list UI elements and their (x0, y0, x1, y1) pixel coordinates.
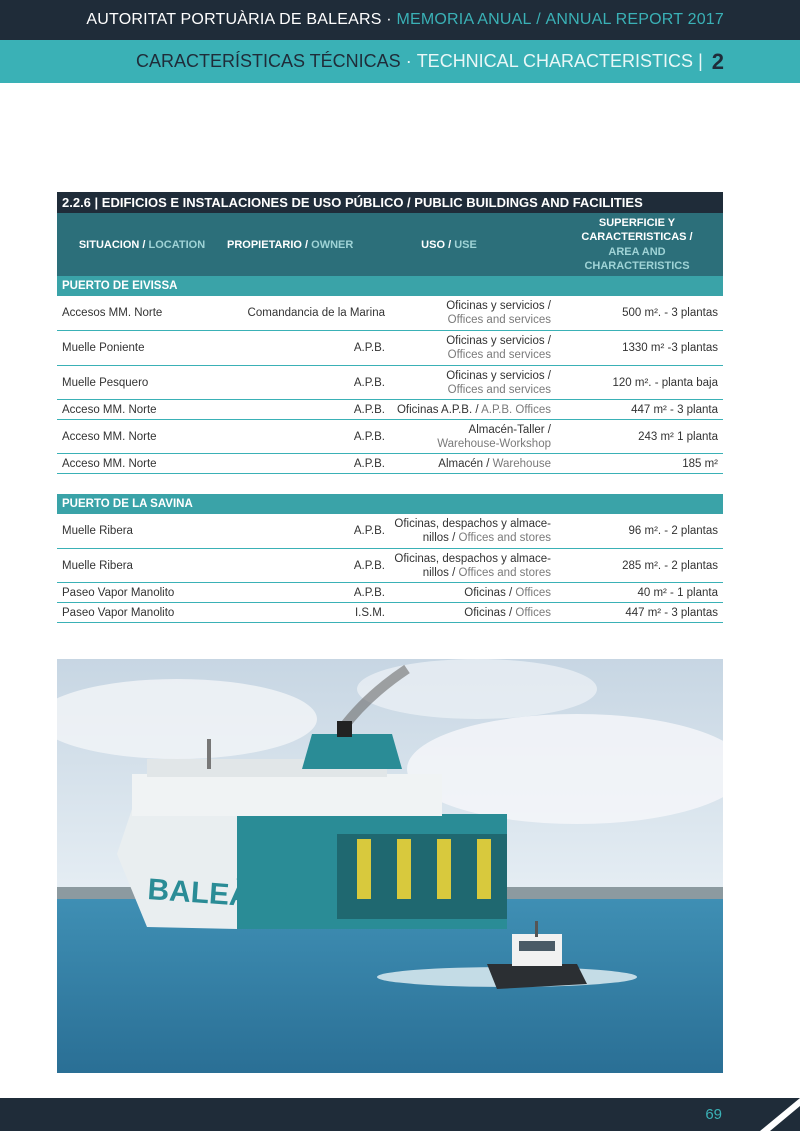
cell-area: 285 m². - 2 plantas (622, 559, 718, 572)
cell-use: Oficinas A.P.B. / A.P.B. Offices (396, 403, 551, 416)
section-sep: · (400, 51, 417, 71)
cell-area: 447 m² - 3 planta (631, 403, 718, 416)
table-row (57, 420, 723, 454)
ferry-photo (57, 659, 723, 1073)
table-row (57, 331, 723, 366)
section-bar: | (693, 51, 708, 71)
cell-use: Oficinas, despachos y almace- nillos / Offices and stores (394, 518, 551, 544)
facilities-table-savina (57, 494, 723, 623)
section-title-en: TECHNICAL CHARACTERISTICS (416, 51, 694, 71)
corner-stripe (740, 1098, 800, 1131)
column-header-location: SITUACION / LOCATION (78, 238, 206, 251)
cell-owner: A.P.B. (353, 403, 385, 416)
cell-owner: A.P.B. (353, 586, 385, 599)
table-title: 2.2.6 | EDIFICIOS E INSTALACIONES DE USO PÚBLICO / PUBLIC BUILDINGS AND FACILITIES (57, 192, 723, 213)
table-row (57, 514, 723, 549)
header-memoria: MEMORIA ANUAL (396, 11, 532, 28)
cell-location: Muelle Ribera (62, 525, 133, 537)
cell-location: Paseo Vapor Manolito (62, 606, 175, 619)
cell-location: Accesos MM. Norte (62, 307, 163, 319)
section-title-es: CARACTERÍSTICAS TÉCNICAS (135, 51, 401, 71)
cell-owner: A.P.B. (353, 457, 385, 470)
section-number: 2 (711, 48, 724, 74)
header-annual: ANNUAL REPORT 2017 (545, 11, 724, 28)
cell-area: 500 m². - 3 plantas (622, 307, 718, 319)
report-header (0, 0, 800, 40)
table-row (57, 549, 723, 583)
facilities-table (57, 192, 723, 474)
cell-location: Acceso MM. Norte (62, 457, 157, 470)
footer-bar (0, 1098, 800, 1131)
header-org: AUTORITAT PORTUÀRIA DE BALEARS (86, 11, 382, 28)
table-row (57, 454, 723, 474)
ship-name: BALEÀRIA (146, 873, 304, 917)
cell-owner: A.P.B. (353, 525, 385, 537)
table-row (57, 366, 723, 400)
cell-area: 447 m² - 3 plantas (625, 606, 718, 619)
table-row (57, 296, 723, 331)
cell-area: 120 m². - planta baja (612, 376, 718, 389)
cell-area: 243 m² 1 planta (638, 430, 718, 443)
cell-use: Almacén-Taller / Warehouse-Workshop (437, 423, 551, 450)
cell-use: Oficinas y servicios / Offices and services (446, 335, 551, 361)
cell-owner: A.P.B. (353, 559, 385, 572)
column-header-area: SUPERFICIE Y CARACTERISTICAS / AREA AND CHARACTERISTICS (581, 216, 693, 272)
cell-use: Oficinas / Offices (464, 606, 551, 619)
ferry-illustration (57, 659, 723, 1073)
cell-area: 40 m² - 1 planta (637, 586, 718, 599)
column-header-owner: PROPIETARIO / OWNER (227, 238, 354, 251)
header-slash: / (531, 11, 546, 28)
table-row (57, 400, 723, 420)
cell-owner: I.S.M. (354, 606, 385, 619)
cell-location: Paseo Vapor Manolito (62, 586, 175, 599)
group-header-savina: PUERTO DE LA SAVINA (57, 494, 723, 514)
cell-use: Almacén / Warehouse (438, 457, 551, 470)
cell-owner: Comandancia de la Marina (247, 307, 385, 319)
cell-area: 96 m². - 2 plantas (628, 525, 718, 537)
section-header (0, 40, 800, 83)
cell-owner: A.P.B. (353, 430, 385, 443)
cell-location: Acceso MM. Norte (62, 403, 157, 416)
cell-use: Oficinas / Offices (464, 586, 551, 599)
cell-use: Oficinas, despachos y almace- nillos / Offices and stores (394, 552, 551, 579)
table-row (57, 583, 723, 603)
page-number: 69 (705, 1106, 722, 1123)
cell-use: Oficinas y servicios / Offices and services (446, 300, 551, 326)
column-header-use: USO / USE (421, 238, 477, 251)
cell-location: Muelle Pesquero (62, 376, 149, 389)
cell-use: Oficinas y servicios / Offices and services (446, 369, 551, 396)
header-sep: · (381, 11, 397, 28)
table-row (57, 603, 723, 623)
cell-area: 185 m² (682, 457, 718, 470)
cell-owner: A.P.B. (353, 376, 385, 389)
table-column-headers (57, 213, 723, 276)
group-header-eivissa: PUERTO DE EIVISSA (57, 276, 723, 296)
cell-location: Acceso MM. Norte (62, 430, 157, 443)
cell-location: Muelle Poniente (62, 342, 145, 354)
cell-owner: A.P.B. (353, 342, 385, 354)
cell-area: 1330 m² -3 plantas (622, 342, 718, 354)
cell-location: Muelle Ribera (62, 559, 133, 572)
